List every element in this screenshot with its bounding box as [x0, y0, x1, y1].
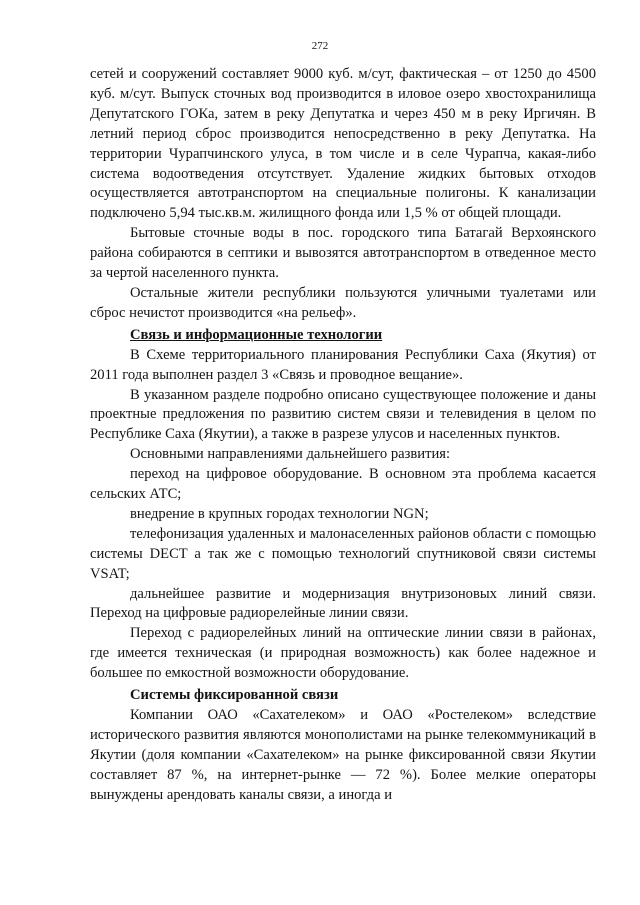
list-item: телефонизация удаленных и малонаселенных районов области с помощью системы DECT а так же с помощью технологий спутниковой связи системы VSAT; — [90, 525, 596, 582]
page-number: 272 — [311, 40, 329, 52]
paragraph: Бытовые сточные воды в пос. городского типа Батагай Верхоянского района собираются в септики и вывозятся автотранспортом в отведенное место за чертой населенного пункта. — [90, 225, 596, 282]
paragraph: В Схеме территориального планирования Республики Саха (Якутия) от 2011 годa выполнен раздел 3 «Связь и проводное вещание». — [90, 346, 596, 383]
paragraph: В указанном разделе подробно описано существующее положение и даны проектные предложения по развитию систем связи и телевидения в целом по Республике Саха (Якутии), а также в разрезе улусов и населенных пунктов. — [90, 386, 596, 443]
paragraph: Остальные жители республики пользуются уличными туалетами или сброс нечистот производится «на рельеф». — [90, 284, 596, 321]
list-item: переход на цифровое оборудование. В основном эта проблема касается сельских АТС; — [90, 466, 596, 503]
document-body — [90, 65, 596, 806]
paragraph: сетей и сооружений составляет 9000 куб. м/сут, фактическая – от 1250 до 4500 куб. м/сут. Выпуск сточных вод производится в иловое озеро хвостохранилища Депутатского ГОКа, затем в реку Депутатка и через 450 м в реку Иргичян. В летний период сброс производится непосредственно в реку Депутатка. На территории Чурапчинского улуса, в том числе и в селе Чурапча, какая-либо система водоотведения отсутствует. Удаление жидких бытовых отходов осуществляется автотранспортом на специальные полигоны. К канализации подключено 5,94 тыс.кв.м. жилищного фонда или 1,5 % от общей площади. — [90, 66, 596, 222]
paragraph: Переход с радиорелейных линий на оптические линии связи в районах, где имеется техническая (и природная возможность) как более надежное и большее по емкостной возможности оборудование. — [90, 625, 596, 682]
list-item: дальнейшее развитие и модернизация внутризоновых линий связи. Переход на цифровые радиорелейные линии связи. — [90, 585, 596, 622]
list-item: внедрение в крупных городах технологии NGN; — [130, 505, 429, 522]
paragraph: Компании ОАО «Сахателеком» и ОАО «Ростелеком» вследствие исторического развития являются монополистами на рынке телекоммуникаций в Якутии (доля компании «Сахателеком» на рынке фиксированной связи Якутии составляет 87 %, на интернет-рынке — 72 %). Более мелкие операторы вынуждены арендовать каналы связи, а иногда и — [90, 707, 596, 803]
paragraph: Основными направлениями дальнейшего развития: — [130, 446, 451, 463]
section-heading-fixed-communication: Системы фиксированной связи — [130, 687, 339, 704]
section-heading-communications: Связь и информационные технологии — [130, 326, 383, 343]
